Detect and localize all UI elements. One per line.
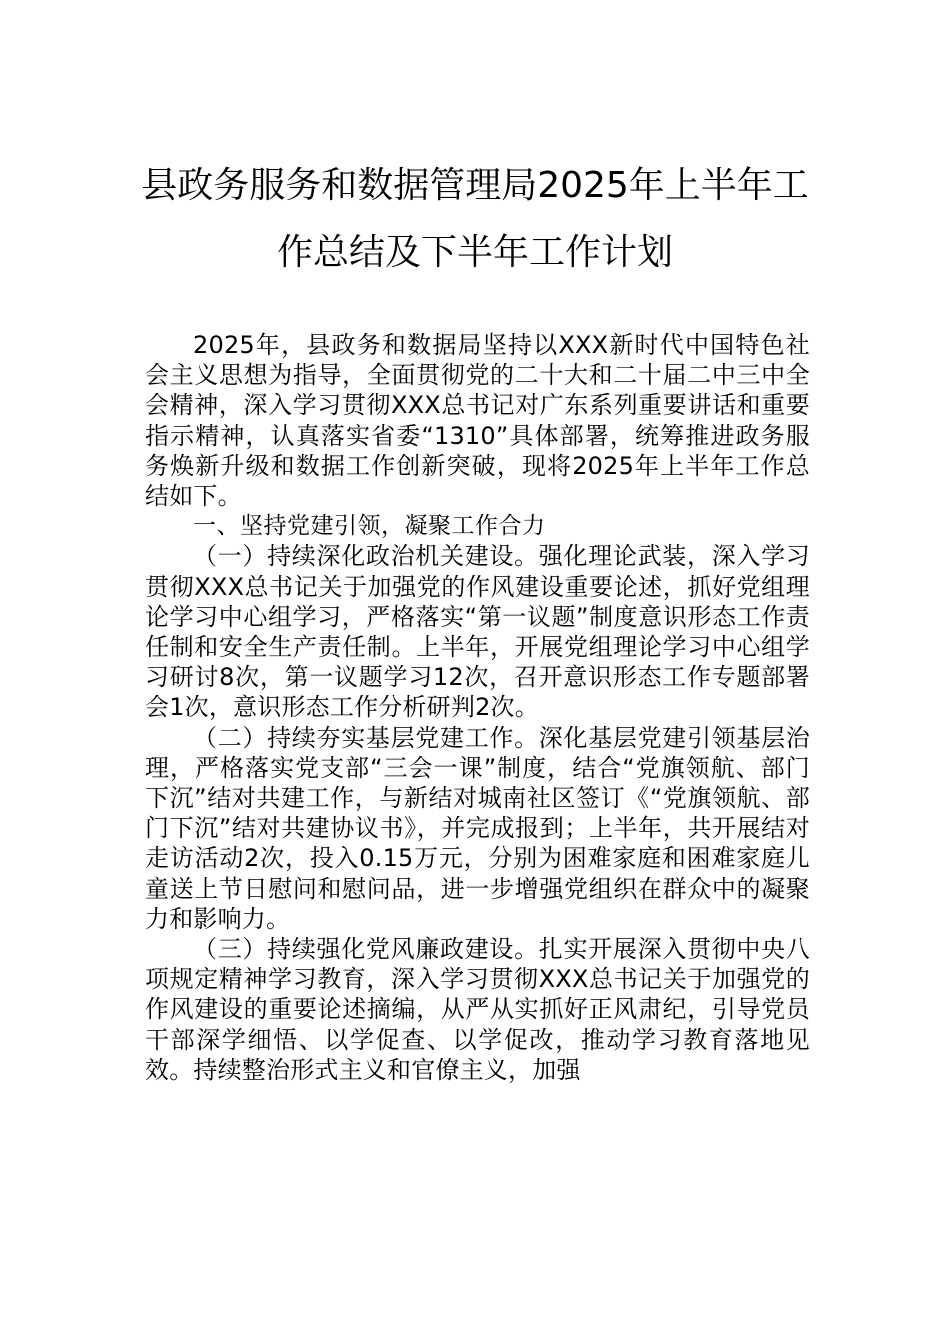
- intro-paragraph: 2025年，县政务和数据局坚持以XXX新时代中国特色社会主义思想为指导，全面贯彻党的二十大和二十届二中三中全会精神，深入学习贯彻XXX总书记对广东系列重要讲话和重要指示精神，认真落实省委“1310”具体部署，统筹推进政务服务焕新升级和数据工作创新突破，现将2025年上半年工作总结如下。: [145, 331, 810, 511]
- item-3-text: 扎实开展深入贯彻中央八项规定精神学习教育，深入学习贯彻XXX总书记关于加强党的作风建设的重要论述摘编，从严从实抓好正风肃纪，引导党员干部深学细悟、以学促查、以学促改，推动学习教育落地见效。持续整治形式主义和官僚主义，加强: [145, 935, 810, 1084]
- item-paragraph-2: [145, 723, 810, 934]
- item-paragraph-3: [145, 934, 810, 1085]
- document-body: [145, 330, 810, 1085]
- item-2-text: 深化基层党建引领基层治理，严格落实党支部“三会一课”制度，结合“党旗领航、部门下沉”结对共建工作，与新结对城南社区签订《“党旗领航、部门下沉”结对共建协议书》，并完成报到；上半年，共开展结对走访活动2次，投入0.15万元，分别为困难家庭和困难家庭儿童送上节日慰问和慰问品，进一步增强党组织在群众中的凝聚力和影响力。: [145, 723, 810, 933]
- document-title-line-1: 县政务服务和数据管理局2025年上半年工: [141, 165, 809, 206]
- item-1-text: 强化理论武装，深入学习贯彻XXX总书记关于加强党的作风建设重要论述，抓好党组理论学习中心组学习，严格落实“第一议题”制度意识形态工作责任制和安全生产责任制。上半年，开展党组理论学习中心组学习研讨8次，第一议题学习12次，召开意识形态工作专题部署会1次，意识形态工作分析研判2次。: [145, 542, 810, 722]
- section-heading-1: 一、坚持党建引领，凝聚工作合力: [193, 513, 546, 540]
- item-1-lead: （一）持续深化政治机关建设。: [193, 542, 539, 571]
- document-title-line-2: 作总结及下半年工作计划: [276, 232, 673, 273]
- item-2-lead: （二）持续夯实基层党建工作。: [193, 723, 539, 752]
- item-paragraph-1: [145, 541, 810, 722]
- item-3-lead: （三）持续强化党风廉政建设。: [193, 935, 539, 964]
